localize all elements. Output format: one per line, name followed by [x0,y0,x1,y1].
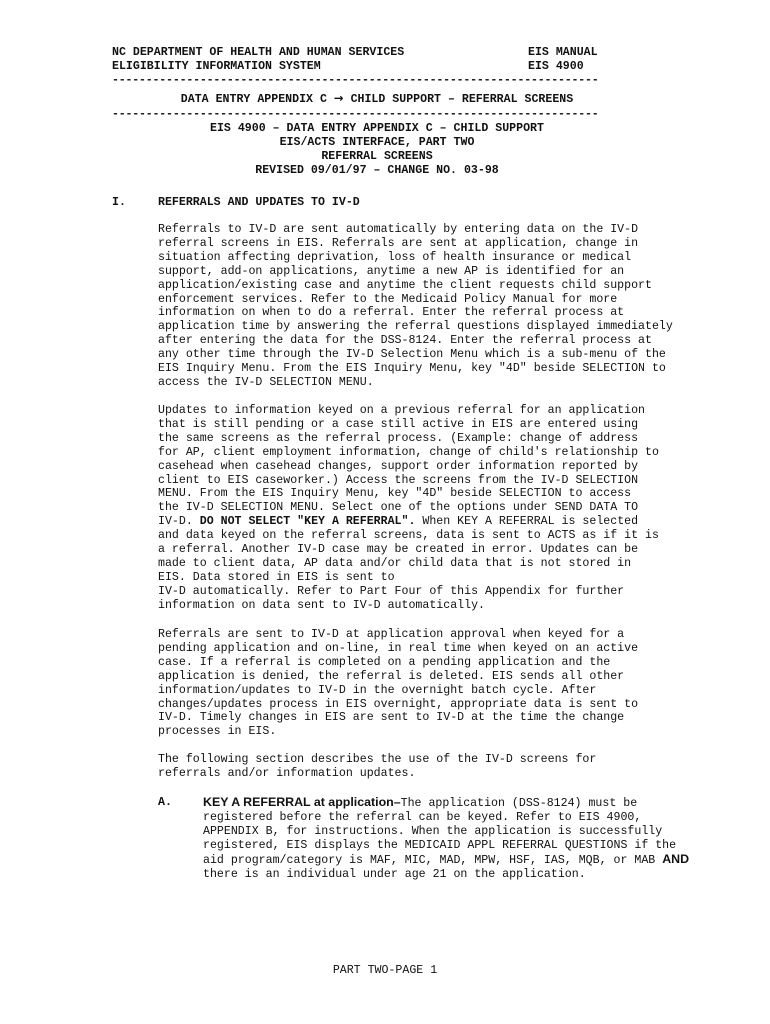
item-a-body [203,796,733,881]
system-name: ELIGIBILITY INFORMATION SYSTEM [112,59,321,73]
paragraph-4: The following section describes the use of the IV-D screens for referrals and/or information updates. [158,753,597,780]
banner-part1: DATA ENTRY APPENDIX C [180,93,327,106]
item-a-bold-and: AND [662,851,690,866]
title-line-3: REFERRAL SCREENS [321,149,433,163]
paragraph-2 [158,404,728,613]
paragraph-2-part-a: Updates to information keyed on a previous referral for an application that is still pending or a case still active in EIS are entered using the same screens as the referral process. (Example: change of address for AP, client employment information, change of child's relationship to casehead when casehead changes, support order information reported by client to EIS caseworker.) Access the screens from the IV-D SELECTION MENU. From the EIS Inquiry Menu, key "4D" beside SELECTION to access the IV-D SELECTION MENU. Select one of the options under SEND DATA TO IV-D. [158,404,659,529]
item-a-text: The application (DSS-8124) must be registered before the referral can be keyed. Refer to EIS 4900, APPENDIX B, for instructions. When the application is successfully registered, EIS displays the MEDICAID APPL REFERRAL QUESTIONS if the aid program/category is MAF, MIC, MAD, MPW, HSF, IAS, MQB, or MAB [203,797,677,867]
divider-rule-top: ------------------------------------------------------------------------ [112,74,599,87]
header-left [112,46,532,74]
section-title: REFERRALS AND UPDATES TO IV-D [158,196,360,209]
department-name: NC DEPARTMENT OF HEALTH AND HUMAN SERVICES [112,46,405,59]
header-right [528,46,728,74]
paragraph-2-warning: DO NOT SELECT "KEY A REFERRAL". [199,515,416,529]
item-a-text-end: there is an individual under age 21 on the application. [203,867,586,881]
divider-rule-bottom: ------------------------------------------------------------------------ [112,108,599,121]
banner-part2: CHILD SUPPORT – REFERRAL SCREENS [350,93,574,106]
title-line-1: EIS 4900 – DATA ENTRY APPENDIX C – CHILD SUPPORT [210,122,544,135]
manual-number: EIS 4900 [528,59,584,73]
title-line-4: REVISED 09/01/97 – CHANGE NO. 03-98 [255,163,499,177]
arrow-right-icon: → [333,91,344,105]
section-banner [112,92,642,107]
paragraph-2-part-b: When KEY A REFERRAL is selected and data keyed on the referral screens, data is sent to ACTS as if it is a referral. Another IV-D case may be created in error. Updates can be made to client data, AP data and/or child data that is not stored in EIS. Data stored in EIS is sent to IV-D automatically. Refer to Part Four of this Appendix for further information on data sent to IV-D automatically. [158,515,659,612]
manual-name: EIS MANUAL [528,46,598,59]
page-footer: PART TWO-PAGE 1 [332,964,438,977]
section-number: I. [112,196,126,209]
paragraph-1: Referrals to IV-D are sent automatically by entering data on the IV-D referral screens in EIS. Referrals are sent at application, change in situation affecting deprivation, loss of health insurance or medical support, add-on applications, anytime a new AP is identified for an application/existing case and anytime the client requests child support enforcement services. Refer to the Medicaid Policy Manual for more information on when to do a referral. Enter the referral process at application time by answering the referral questions displayed immediately after entering the data for the DSS-8124. Enter the referral process at any other time through the IV-D Selection Menu which is a sub-menu of the EIS Inquiry Menu. From the EIS Inquiry Menu, key "4D" beside SELECTION to access the IV-D SELECTION MENU. [158,223,673,389]
title-line-2: EIS/ACTS INTERFACE, PART TWO [279,135,475,149]
item-a-letter: A. [158,796,172,809]
item-a-heading: KEY A REFERRAL at application– [203,795,401,809]
title-block [112,122,642,178]
paragraph-3: Referrals are sent to IV-D at application approval when keyed for a pending application and on-line, in real time when keyed on an active case. If a referral is completed on a pending application and the application is denied, the referral is deleted. EIS sends all other information/updates to IV-D in the overnight batch cycle. After changes/updates process in EIS overnight, appropriate data is sent to IV-D. Timely changes in EIS are sent to IV-D at the time the change processes in EIS. [158,628,639,739]
